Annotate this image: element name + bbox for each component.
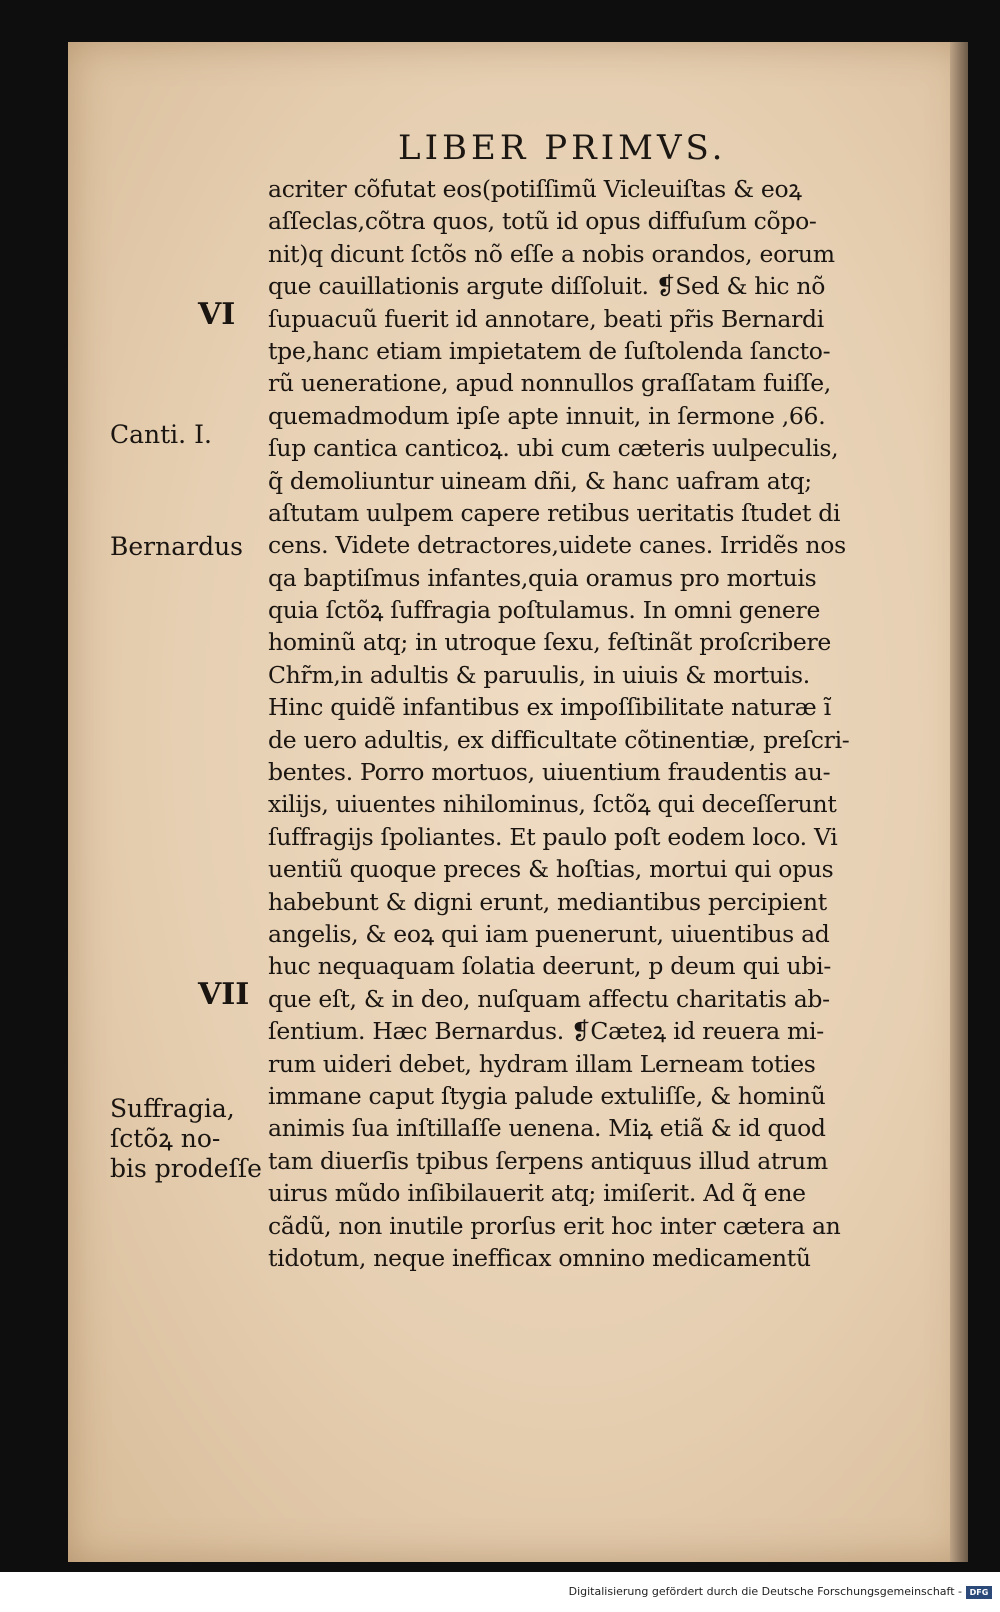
text-line: tidotum, neque inefficax omnino medicamentũ bbox=[268, 1243, 811, 1272]
text-line: tam diuerſis tpibus ſerpens antiquus illud atrum bbox=[268, 1146, 828, 1175]
text-line: ſupuacuũ fuerit id annotare, beati pr̃is Bernardi bbox=[268, 304, 824, 333]
text-line: que eſt, & in deo, nuſquam affectu charitatis ab- bbox=[268, 984, 830, 1013]
text-line: tpe,hanc etiam impietatem de ſuſtolenda ſancto- bbox=[268, 336, 831, 365]
text-line: ſuffragijs ſpoliantes. Et paulo poſt eodem loco. Vi bbox=[268, 822, 838, 851]
text-line: Chr̃m,in adultis & paruulis, in uiuis & mortuis. bbox=[268, 660, 810, 689]
marginal-note-bernardus: Bernardus bbox=[110, 532, 244, 561]
text-line: cens. Videte detractores,uidete canes. Irridẽs nos bbox=[268, 531, 846, 560]
text-line: xilijs, uiuentes nihilominus, ſctõꝝ qui deceſſerunt bbox=[268, 790, 837, 819]
text-line: cãdũ, non inutile prorſus erit hoc inter cætera an bbox=[268, 1211, 841, 1240]
text-line: habebunt & digni erunt, mediantibus percipient bbox=[268, 887, 827, 916]
text-line: ſup cantica canticoꝝ. ubi cum cæteris uulpeculis, bbox=[268, 434, 839, 463]
text-line: angelis, & eoꝝ qui iam puenerunt, uiuentibus ad bbox=[268, 919, 830, 948]
text-line: rum uideri debet, hydram illam Lerneam toties bbox=[268, 1049, 816, 1078]
text-line: uentiũ quoque preces & hoſtias, mortui qui opus bbox=[268, 855, 834, 884]
text-line: Hinc quidẽ infantibus ex impoſſibilitate naturæ ĩ bbox=[268, 693, 831, 722]
text-line: de uero adultis, ex difficultate cõtinentiæ, preſcri- bbox=[268, 725, 850, 754]
dfg-logo: DFG bbox=[966, 1586, 992, 1599]
book-page bbox=[68, 42, 968, 1562]
text-line: uirus mũdo inſibilauerit atq; imiſerit. Ad q̃ ene bbox=[268, 1179, 806, 1208]
marginal-numeral-vii: VII bbox=[198, 977, 250, 1012]
marginal-note-suffragia-1: Suffragia, bbox=[110, 1094, 235, 1123]
text-line: aſſeclas,cõtra quos, totũ id opus diffuſum cõpo- bbox=[268, 207, 817, 236]
text-line: hominũ atq; in utroque ſexu, feſtinãt proſcribere bbox=[268, 628, 832, 657]
text-line: q̃ demoliuntur uineam dñi, & hanc uafram atq; bbox=[268, 466, 812, 495]
text-line: quia ſctõꝝ ſuffragia poſtulamus. In omni genere bbox=[268, 596, 821, 625]
text-line: nit)q dicunt ſctõs nõ eſſe a nobis orandos, eorum bbox=[268, 239, 835, 268]
body-text bbox=[268, 173, 928, 1274]
footer-credit: Digitalisierung gefördert durch die Deutsche Forschungsgemeinschaft - bbox=[568, 1585, 962, 1598]
text-line: huc nequaquam ſolatia deerunt, p deum qui ubi- bbox=[268, 952, 831, 981]
text-line: aſtutam uulpem capere retibus ueritatis ſtudet di bbox=[268, 498, 841, 527]
text-line: rũ ueneratione, apud nonnullos graſſatam fuiſſe, bbox=[268, 369, 831, 398]
text-line: ſentium. Hæc Bernardus. ❡Cæteꝝ id reuera mi- bbox=[268, 1017, 824, 1046]
text-line: bentes. Porro mortuos, uiuentium fraudentis au- bbox=[268, 758, 831, 787]
digitization-footer bbox=[0, 1572, 1000, 1612]
marginal-numeral-vi: VI bbox=[198, 297, 236, 332]
text-line: animis ſua inſtillaſſe uenena. Miꝝ etiã & id quod bbox=[268, 1114, 826, 1143]
running-header: LIBER PRIMVS. bbox=[398, 128, 727, 168]
text-line: quemadmodum ipſe apte innuit, in ſermone ,66. bbox=[268, 401, 826, 430]
text-line: que cauillationis argute diſſoluit. ❡Sed & hic nõ bbox=[268, 272, 826, 301]
text-line: qa baptiſmus infantes,quia oramus pro mortuis bbox=[268, 563, 817, 592]
text-line: immane caput ſtygia palude extuliſſe, & hominũ bbox=[268, 1081, 826, 1110]
marginal-note-canti: Canti. I. bbox=[110, 420, 212, 449]
marginal-note-suffragia-3: bis prodeſſe bbox=[110, 1154, 262, 1183]
book-spine-edge bbox=[950, 42, 968, 1562]
text-line: acriter cõfutat eos(potiſſimũ Vicleuiſtas & eoꝝ bbox=[268, 175, 802, 203]
marginal-note-suffragia-2: ſctõꝝ no- bbox=[110, 1124, 221, 1153]
